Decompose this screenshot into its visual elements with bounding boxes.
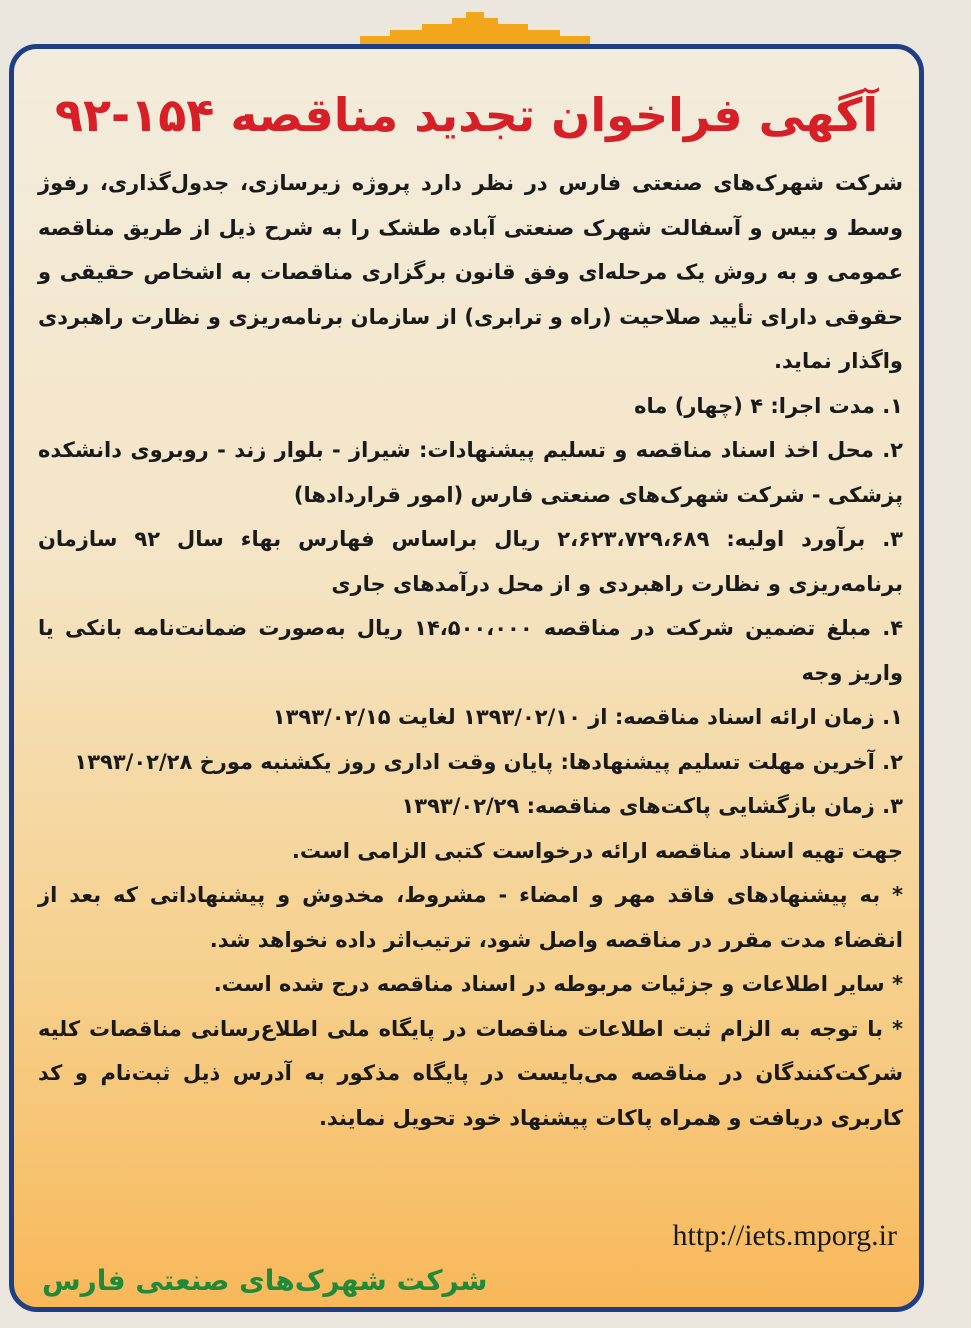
date-documents-delivery: ۱. زمان ارائه اسناد مناقصه: از ۱۳۹۳/۰۲/۱۰ لغایت ۱۳۹۳/۰۲/۱۵ [272,705,903,729]
date-envelope-opening: ۳. زمان بازگشایی پاکت‌های مناقصه: ۱۳۹۳/۰۲/۲۹ [401,794,903,818]
item-guarantee-amount: ۴. مبلغ تضمین شرکت در مناقصه ۱۴،۵۰۰،۰۰۰ ریال به‌صورت ضمانت‌نامه بانکی یا واریز وجه [38,616,904,685]
item-documents-location: ۲. محل اخذ اسناد مناقصه و تسلیم پیشنهادات: شیراز - بلوار زند - روبروی دانشکده پزشکی - شرکت شهرک‌های صنعتی فارس (امور قراردادها) [38,438,903,507]
date-submission-deadline: ۲. آخرین مهلت تسلیم پیشنهادها: پایان وقت اداری روز یکشنبه مورخ ۱۳۹۳/۰۲/۲۸ [74,749,903,774]
registration-url[interactable]: http://iets.mporg.ir [672,1219,897,1252]
intro-paragraph: شرکت شهرک‌های صنعتی فارس در نظر دارد پروژه زیرسازی، جدول‌گذاری، رفوژ وسط و بیس و آسفالت شهرک صنعتی آباده طشک را به شرح ذیل از طریق مناقصه عمومی و به روش یک مرحله‌ای وفق قانون برگزاری مناقصات به اشخاص حقیقی و حقوقی دارای تأیید صلاحیت (راه و ترابری) از سازمان برنامه‌ریزی و نظارت راهبردی واگذار نماید. [38,171,903,373]
item-duration: ۱. مدت اجرا: ۴ (چهار) ماه [634,393,903,418]
note-registration: * با توجه به الزام ثبت اطلاعات مناقصات در پایگاه ملی اطلاع‌رسانی مناقصات کلیه شرکت‌کنندگان در مناقصه می‌بایست در پایگاه مذکور به آدرس ذیل ثبت‌نام و کد کاربری دریافت و همراه پاکات پیشنهاد خود تحویل نمایند. [38,1016,903,1130]
announcement-body [38,161,903,1140]
company-signature: شرکت شهرک‌های صنعتی فارس [42,1264,488,1297]
note-further-details: * سایر اطلاعات و جزئیات مربوطه در اسناد مناقصه درج شده است. [213,972,903,996]
announcement-title: آگهی فراخوان تجدید مناقصه ۱۵۴-۹۲ [54,88,879,142]
item-initial-estimate: ۳. برآورد اولیه: ۲،۶۲۳،۷۲۹،۶۸۹ ریال براساس فهارس بهاء سال ۹۲ سازمان برنامه‌ریزی و نظارت راهبردی و از محل درآمدهای جاری [38,527,903,596]
note-invalid-bids: * به پیشنهادهای فاقد مهر و امضاء - مشروط، مخدوش و پیشنهاداتی که بعد از انقضاء مدت مقرر در مناقصه واصل شود، ترتیب‌اثر داده نخواهد شد. [38,883,903,952]
tender-announcement-card [9,44,924,1312]
written-request-note: جهت تهیه اسناد مناقصه ارائه درخواست کتبی الزامی است. [291,838,903,863]
